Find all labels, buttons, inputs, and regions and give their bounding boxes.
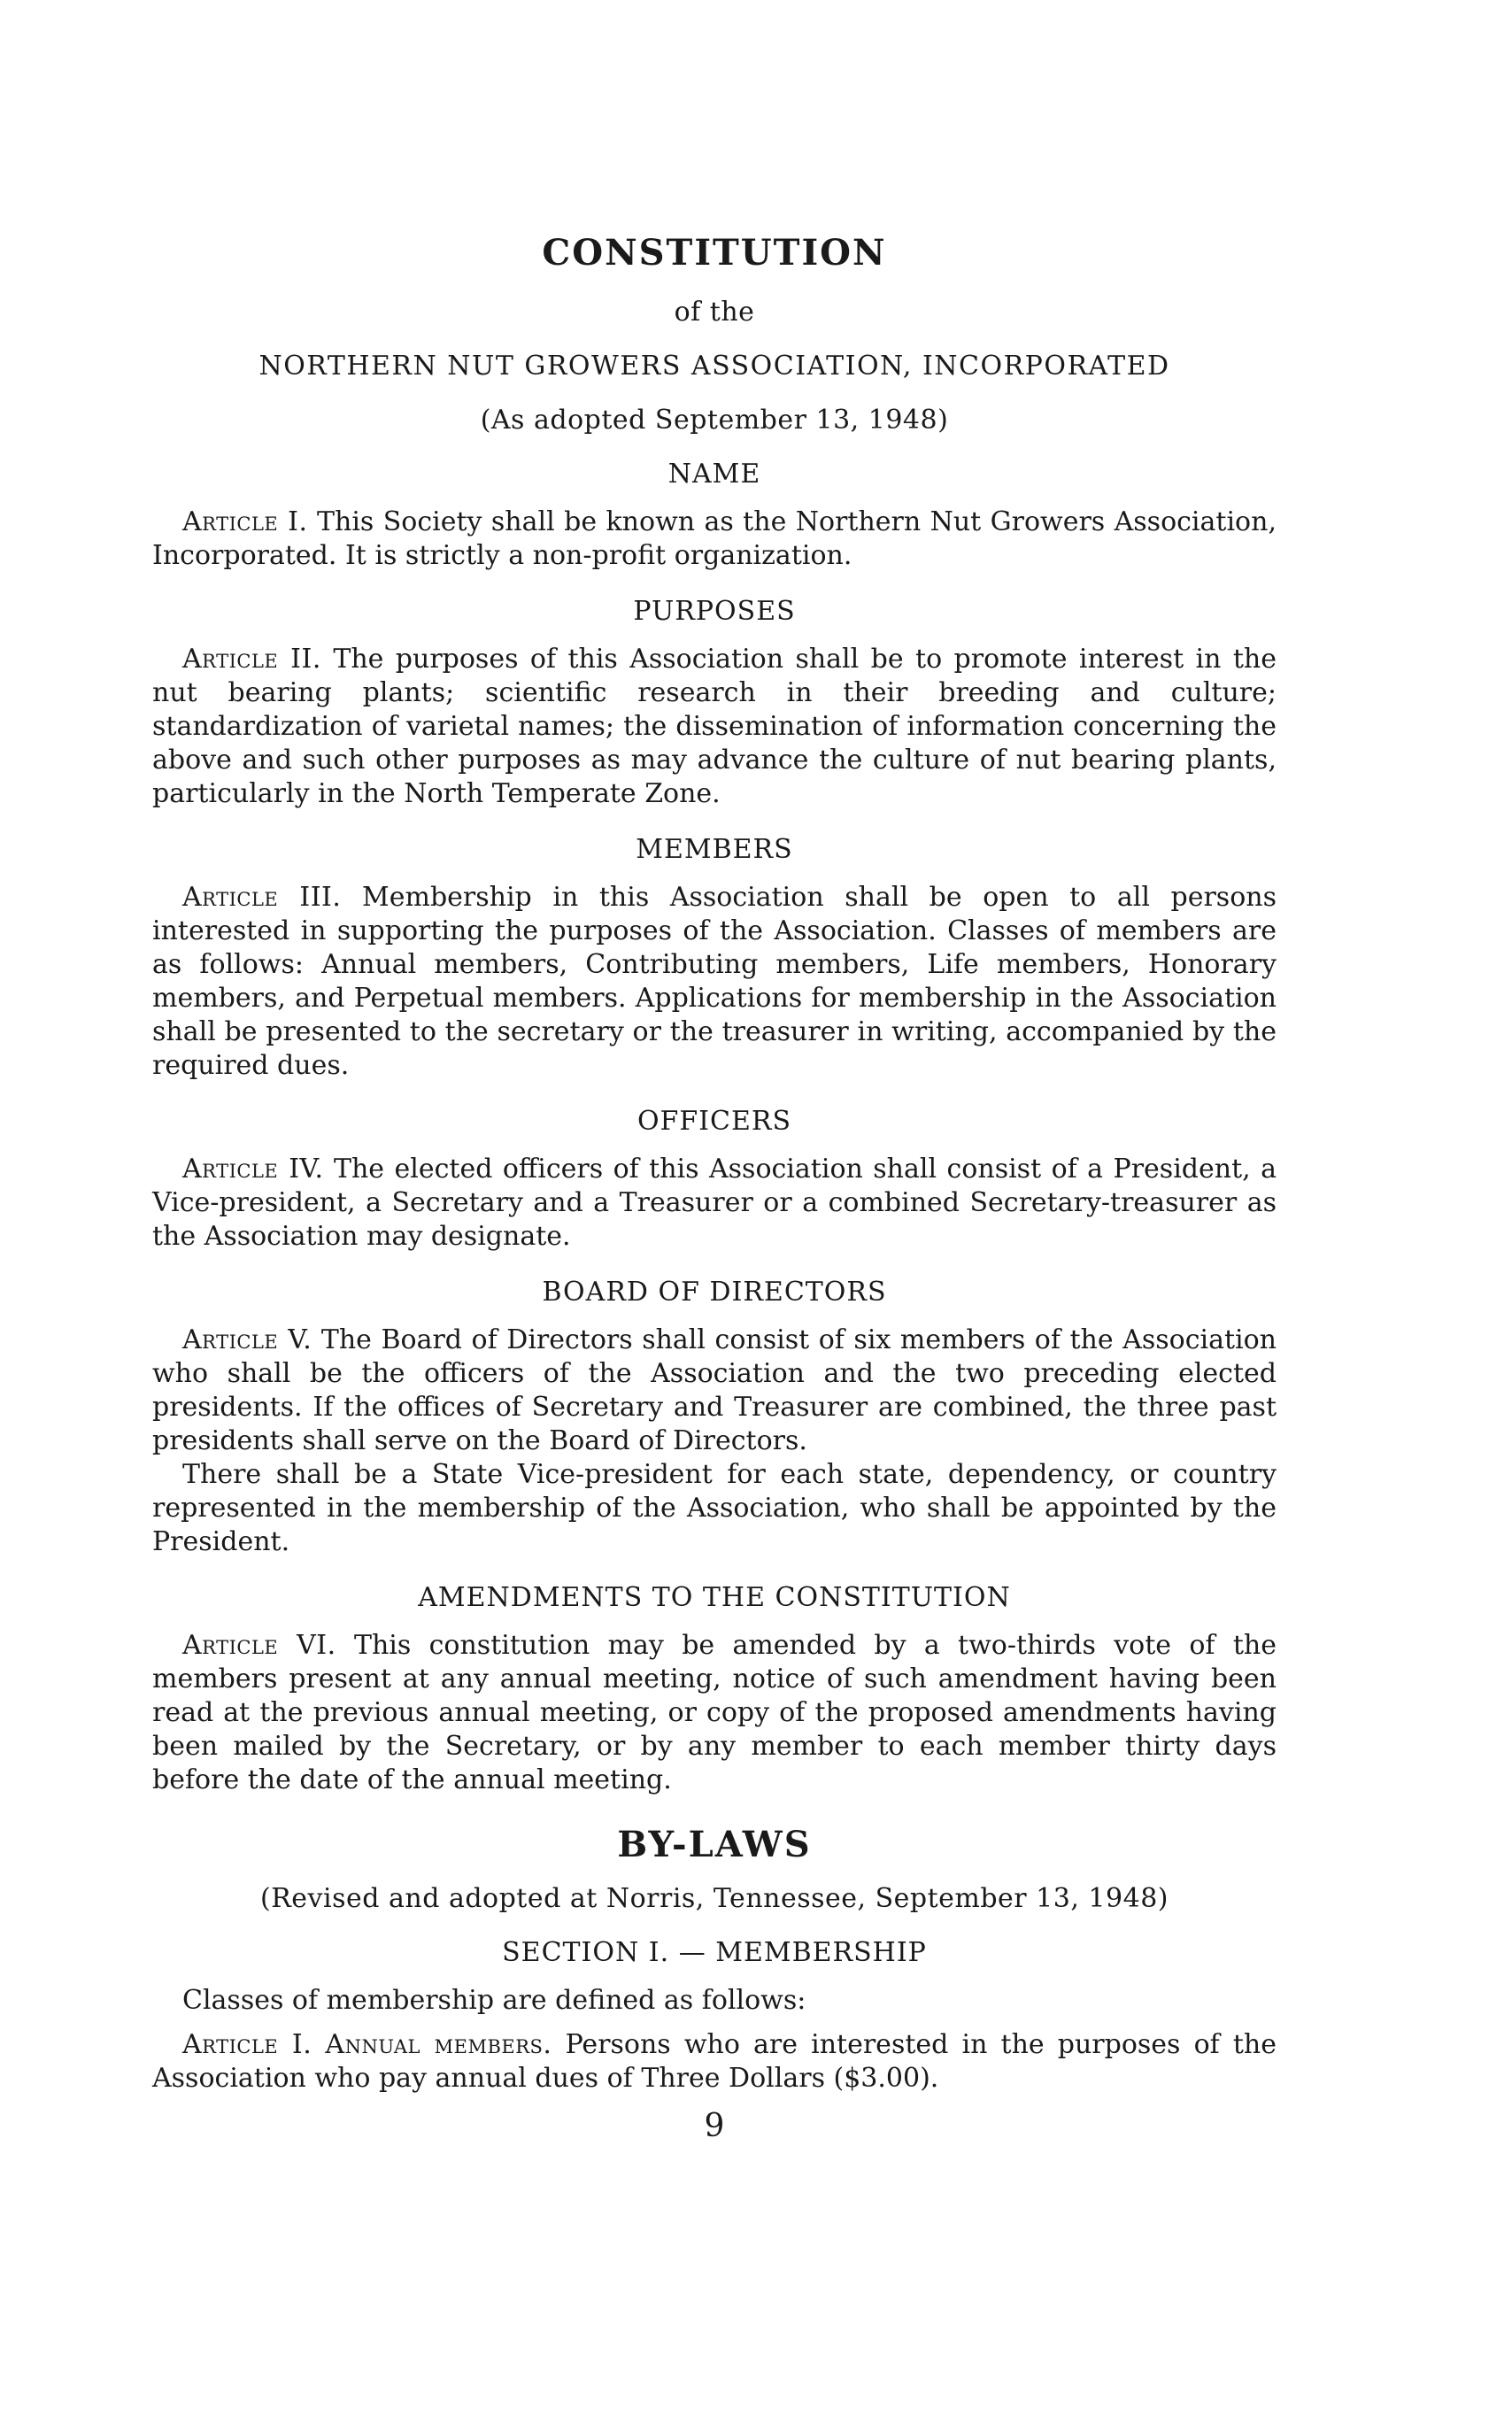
article-6-paragraph — [152, 1629, 1277, 1797]
bylaws-article-1-paragraph — [152, 2028, 1277, 2096]
article-label: Article III. — [182, 882, 342, 913]
organization-name: NORTHERN NUT GROWERS ASSOCIATION, INCORPORATED — [258, 351, 1170, 382]
section-heading-board-of-directors: BOARD OF DIRECTORS — [542, 1277, 887, 1308]
article-label: Article I. — [182, 2029, 312, 2060]
of-the-line: of the — [674, 297, 755, 328]
bylaws-section-heading: SECTION I. — MEMBERSHIP — [502, 1937, 927, 1968]
document-page — [152, 232, 1277, 2144]
article-label: Article V. — [182, 1324, 312, 1355]
section-heading-purposes: PURPOSES — [633, 596, 796, 627]
article-1-paragraph — [152, 506, 1277, 573]
article-5-paragraph — [152, 1324, 1277, 1458]
section-heading-name: NAME — [667, 459, 761, 490]
article-label: Article II. — [182, 644, 321, 675]
article-4-paragraph — [152, 1153, 1277, 1254]
article-text: This Society shall be known as the Northern Nut Growers Association, Incorporated. It is strictly a non-profit organization. — [152, 506, 1277, 571]
article-label: Article VI. — [182, 1630, 336, 1661]
article-3-paragraph — [152, 881, 1277, 1083]
bylaws-adoption: (Revised and adopted at Norris, Tennessee, September 13, 1948) — [260, 1883, 1169, 1914]
article-text: The elected officers of this Association shall consist of a President, a Vice-president, a Secretary and a Treasurer or a combined Secretary-treasurer as the Association may designate. — [152, 1154, 1277, 1252]
section-heading-amendments: AMENDMENTS TO THE CONSTITUTION — [418, 1582, 1011, 1613]
article-label: Article IV. — [182, 1154, 324, 1185]
article-text: Membership in this Association shall be open to all persons interested in supporting the purposes of the Association. Classes of members are as follows: Annual members, Contributing members, Life members, Honorary members, and Perpetual members. Applications for membership in the Association shall be presented to the secretary or the treasurer in writing, accompanied by the required dues. — [152, 882, 1277, 1081]
article-text: Persons who are interested in the purposes of the Association who pay annual dues of Three Dollars ($3.00). — [152, 2029, 1277, 2094]
constitution-title: CONSTITUTION — [542, 232, 887, 274]
section-heading-officers: OFFICERS — [636, 1106, 792, 1137]
bylaws-intro: Classes of membership are defined as follows: — [182, 1985, 806, 2016]
article-label: Article I. — [182, 506, 308, 537]
article-2-paragraph — [152, 643, 1277, 811]
article-text: The purposes of this Association shall be to promote interest in the nut bearing plants; scientific research in their breeding and culture; standardization of varietal names; the dissemination of information concerning the above and such other purposes as may advance the culture of nut bearing plants, particularly in the North Temperate Zone. — [152, 644, 1277, 809]
section-heading-members: MEMBERS — [636, 834, 793, 865]
page-number: 9 — [704, 2108, 725, 2144]
article-text: The Board of Directors shall consist of six members of the Association who shall be the officers of the Association and the two preceding elected presidents. If the offices of Secretary and Treasurer are combined, the three past presidents shall serve on the Board of Directors. — [152, 1324, 1277, 1456]
article-5-extra-paragraph: There shall be a State Vice-president for each state, dependency, or country represented in the membership of the Association, who shall be appointed by the President. — [152, 1459, 1277, 1557]
adoption-date: (As adopted September 13, 1948) — [480, 405, 949, 436]
article-name: Annual members. — [325, 2029, 552, 2060]
article-text: This constitution may be amended by a two-thirds vote of the members present at any annual meeting, notice of such amendment having been read at the previous annual meeting, or copy of the proposed amendments having been mailed by the Secretary, or by any member to each member thirty days before the date of the annual meeting. — [152, 1630, 1277, 1795]
bylaws-title: BY-LAWS — [617, 1824, 812, 1865]
